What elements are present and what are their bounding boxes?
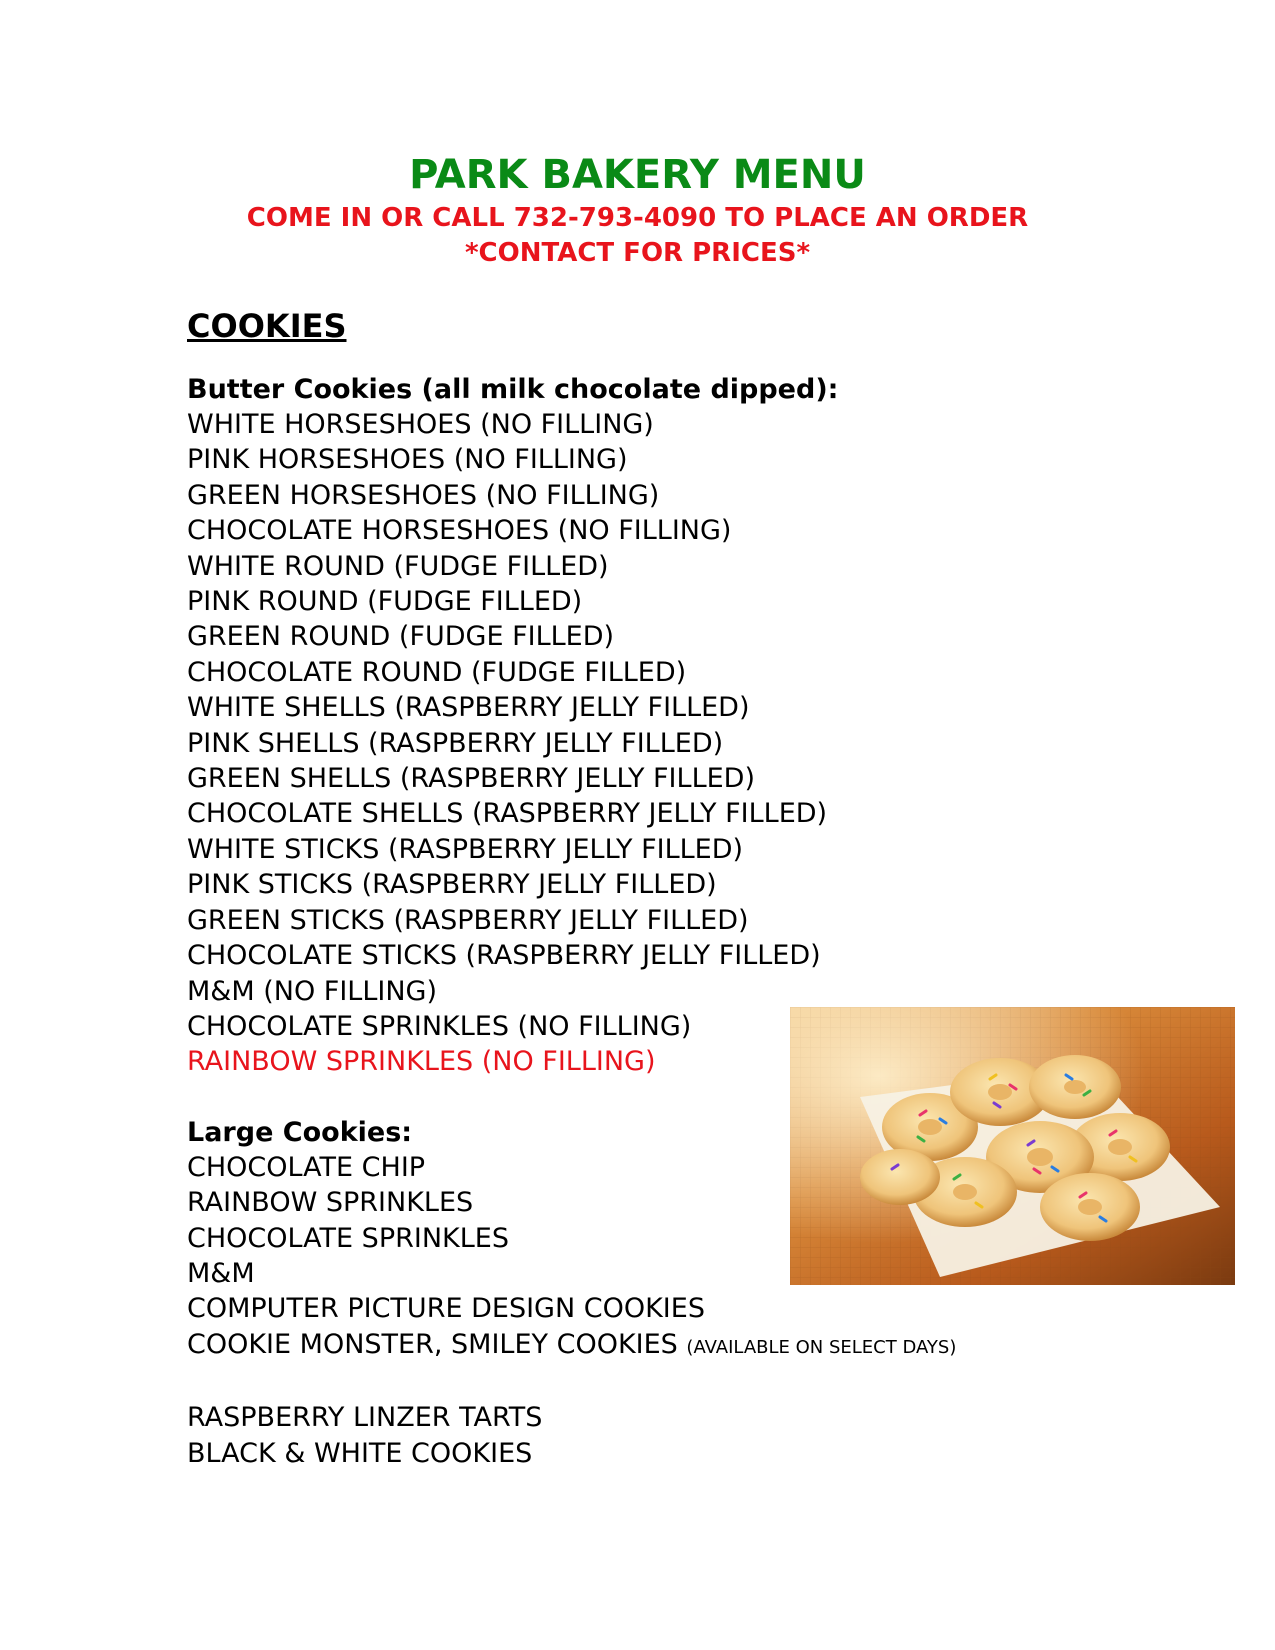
menu-title: PARK BAKERY MENU <box>409 152 866 198</box>
list-item: M&M (NO FILLING) <box>187 975 437 1007</box>
list-item: WHITE SHELLS (RASPBERRY JELLY FILLED) <box>187 692 750 724</box>
list-item: CHOCOLATE STICKS (RASPBERRY JELLY FILLED) <box>187 940 821 972</box>
availability-note: (AVAILABLE ON SELECT DAYS) <box>686 1336 957 1358</box>
list-item: PINK STICKS (RASPBERRY JELLY FILLED) <box>187 869 717 901</box>
list-item: CHOCOLATE CHIP <box>187 1151 426 1183</box>
list-item: WHITE ROUND (FUDGE FILLED) <box>187 550 609 582</box>
list-item-highlighted: RAINBOW SPRINKLES (NO FILLING) <box>187 1046 656 1078</box>
list-item: CHOCOLATE SHELLS (RASPBERRY JELLY FILLED) <box>187 798 828 830</box>
list-item: GREEN HORSESHOES (NO FILLING) <box>187 479 660 511</box>
list-item: CHOCOLATE SPRINKLES <box>187 1222 509 1254</box>
butter-cookies-photo <box>790 1007 1235 1285</box>
list-item: RASPBERRY LINZER TARTS <box>187 1402 543 1434</box>
list-item: WHITE STICKS (RASPBERRY JELLY FILLED) <box>187 833 744 865</box>
list-item: PINK ROUND (FUDGE FILLED) <box>187 586 583 618</box>
large-cookies-heading: Large Cookies: <box>187 1116 413 1148</box>
cookies-image <box>790 1007 1235 1285</box>
list-item-label: COOKIE MONSTER, SMILEY COOKIES <box>187 1328 678 1360</box>
list-item: GREEN SHELLS (RASPBERRY JELLY FILLED) <box>187 763 755 795</box>
list-item: CHOCOLATE SPRINKLES (NO FILLING) <box>187 1010 692 1042</box>
section-title: COOKIES <box>187 307 347 345</box>
list-item <box>187 1327 1187 1365</box>
list-item: CHOCOLATE HORSESHOES (NO FILLING) <box>187 515 732 547</box>
list-item: M&M <box>187 1257 255 1289</box>
list-item: WHITE HORSESHOES (NO FILLING) <box>187 409 654 440</box>
list-item: RAINBOW SPRINKLES <box>187 1187 474 1219</box>
butter-cookies-heading: Butter Cookies (all milk chocolate dipped): <box>187 374 839 405</box>
list-item: BLACK & WHITE COOKIES <box>187 1437 533 1469</box>
contact-for-prices-line: *CONTACT FOR PRICES* <box>464 238 811 268</box>
order-phone-line: COME IN OR CALL 732-793-4090 TO PLACE AN ORDER <box>246 203 1029 233</box>
list-item: GREEN ROUND (FUDGE FILLED) <box>187 621 615 653</box>
list-item: COMPUTER PICTURE DESIGN COOKIES <box>187 1293 705 1325</box>
list-item: PINK SHELLS (RASPBERRY JELLY FILLED) <box>187 727 724 759</box>
list-item: CHOCOLATE ROUND (FUDGE FILLED) <box>187 656 687 688</box>
list-item: GREEN STICKS (RASPBERRY JELLY FILLED) <box>187 904 749 936</box>
list-item: PINK HORSESHOES (NO FILLING) <box>187 444 628 476</box>
cookies-section <box>187 306 1187 1471</box>
